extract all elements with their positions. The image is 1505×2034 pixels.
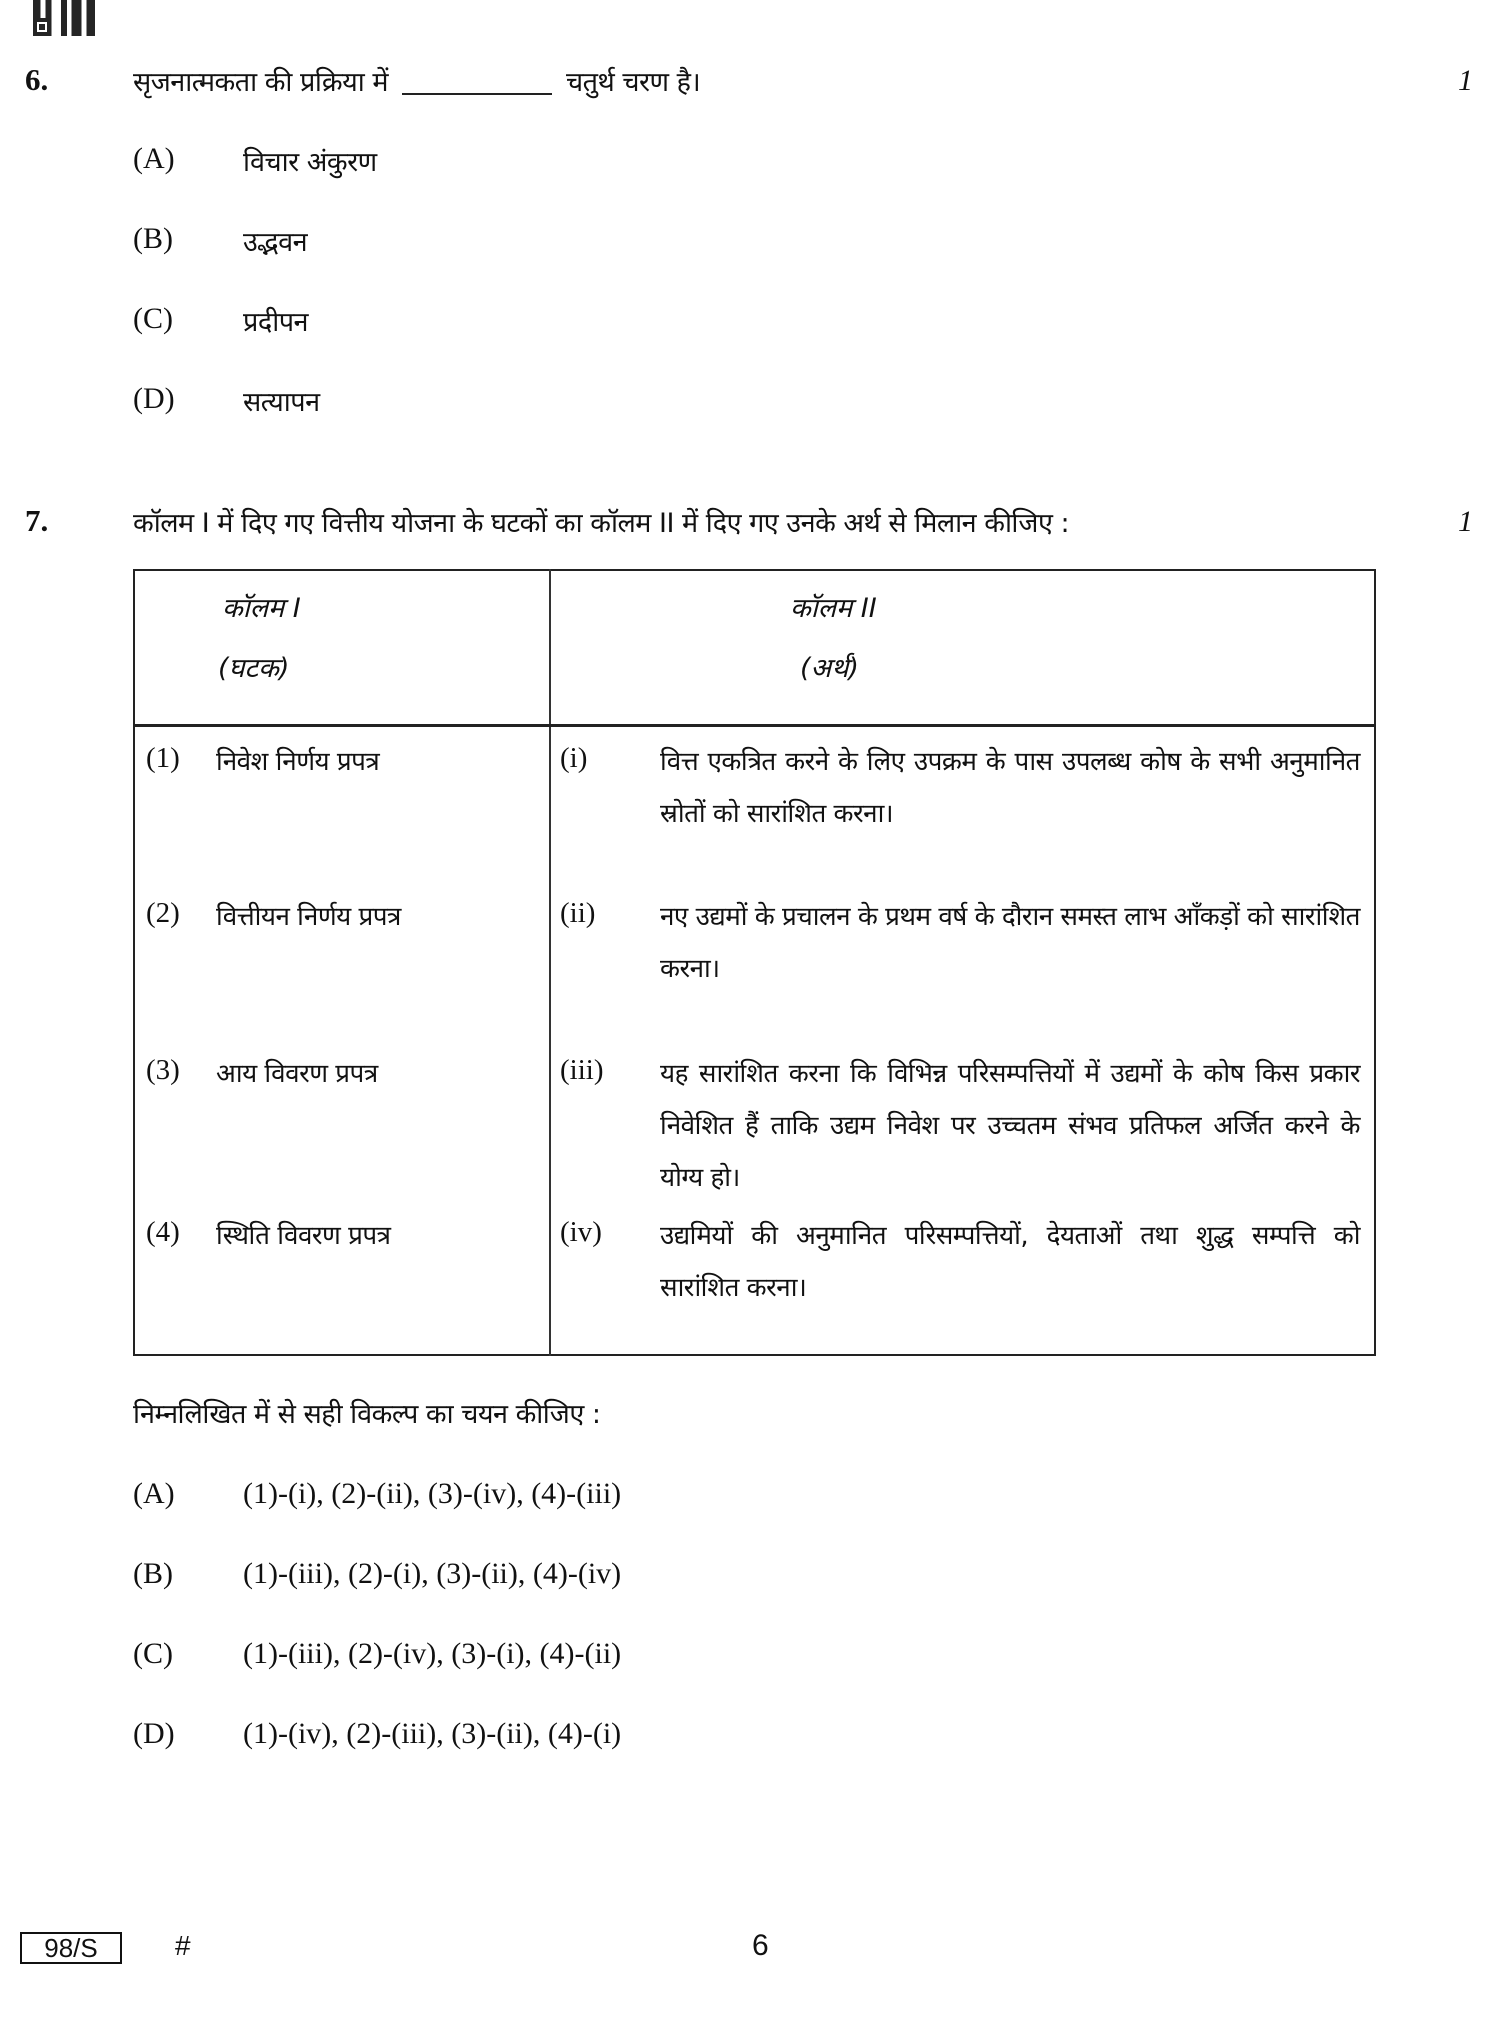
- table-header-divider: [133, 724, 1376, 727]
- option-label: (B): [133, 222, 173, 255]
- question-6-option-b[interactable]: [133, 222, 173, 256]
- question-7-option-b[interactable]: [133, 1557, 173, 1591]
- question-7-marks: 1: [1458, 505, 1473, 538]
- question-7-option-c[interactable]: [133, 1637, 173, 1671]
- question-6-option-c[interactable]: [133, 302, 173, 336]
- row-2-right-text: नए उद्यमों के प्रचालन के प्रथम वर्ष के दौरान समस्त लाभ आँकड़ों को सारांशित करना।: [660, 902, 1360, 984]
- row-2-left-text: वित्तीयन निर्णय प्रपत्र: [216, 902, 401, 932]
- option-label: (C): [133, 302, 173, 335]
- row-2-right-number: (ii): [560, 897, 596, 929]
- question-7-option-d-text: (1)-(iv), (2)-(iii), (3)-(ii), (4)-(i): [243, 1717, 622, 1750]
- row-3-right-number: (iii): [560, 1054, 604, 1086]
- row-1-right-number: (i): [560, 742, 588, 774]
- option-label: (B): [133, 1557, 173, 1590]
- question-6-number: 6.: [25, 62, 49, 97]
- row-4-left-text: स्थिति विवरण प्रपत्र: [216, 1221, 391, 1251]
- question-6-option-b-text: उद्भवन: [243, 227, 308, 258]
- column-1-subheader: (घटक): [218, 653, 290, 684]
- question-7-option-c-text: (1)-(iii), (2)-(iv), (3)-(i), (4)-(ii): [243, 1637, 622, 1670]
- question-7-option-a[interactable]: [133, 1477, 175, 1511]
- row-1-left-text: निवेश निर्णय प्रपत्र: [216, 747, 380, 777]
- column-2-header: कॉलम II: [790, 593, 877, 624]
- question-6-option-a-text: विचार अंकुरण: [243, 147, 377, 178]
- paper-code-box: 98/S: [20, 1932, 122, 1964]
- row-4-right-text: उद्यमियों की अनुमानित परिसम्पत्तियों, देयताओं तथा शुद्ध सम्पत्ति को सारांशित करना।: [660, 1221, 1360, 1303]
- row-4-right-number: (iv): [560, 1216, 602, 1248]
- option-label: (D): [133, 382, 175, 415]
- question-7-instruction: निम्नलिखित में से सही विकल्प का चयन कीजिए :: [133, 1399, 601, 1430]
- row-3-right-text: यह सारांशित करना कि विभिन्न परिसम्पत्तियों में उद्यमों के कोष किस प्रकार निवेशित हैं ताकि उद्यम निवेश पर उच्चतम संभव प्रतिफल अर्जित करने के योग्य हो।: [660, 1059, 1360, 1193]
- row-4-left-number: (4): [146, 1216, 180, 1248]
- option-label: (D): [133, 1717, 175, 1750]
- fill-in-blank: [402, 93, 552, 95]
- question-7-number: 7.: [25, 503, 49, 538]
- row-1-left-number: (1): [146, 742, 180, 774]
- question-6-text-before: सृजनात्मकता की प्रक्रिया में: [133, 67, 388, 98]
- option-label: (C): [133, 1637, 173, 1670]
- question-6-option-a[interactable]: [133, 142, 175, 176]
- question-6-marks: 1: [1458, 64, 1473, 97]
- question-7-option-d[interactable]: [133, 1717, 175, 1751]
- row-2-left-number: (2): [146, 897, 180, 929]
- column-1-header: कॉलम I: [222, 593, 301, 624]
- question-6-text-after: चतुर्थ चरण है।: [565, 67, 701, 98]
- page-number: 6: [752, 1929, 769, 1962]
- question-7-option-b-text: (1)-(iii), (2)-(i), (3)-(ii), (4)-(iv): [243, 1557, 622, 1590]
- row-3-left-text: आय विवरण प्रपत्र: [216, 1059, 378, 1089]
- question-6-option-d[interactable]: [133, 382, 175, 416]
- option-label: (A): [133, 142, 175, 175]
- question-6-option-c-text: प्रदीपन: [243, 307, 309, 338]
- footer-symbol: #: [175, 1930, 191, 1961]
- question-6-text: [133, 62, 700, 99]
- row-1-right-text: वित्त एकत्रित करने के लिए उपक्रम के पास उपलब्ध कोष के सभी अनुमानित स्रोतों को सारांशित करना।: [660, 747, 1360, 829]
- question-6-option-d-text: सत्यापन: [243, 387, 320, 418]
- qr-code-icon: [33, 0, 95, 36]
- option-label: (A): [133, 1477, 175, 1510]
- column-2-subheader: (अर्थ): [800, 653, 859, 684]
- question-7-text: कॉलम I में दिए गए वित्तीय योजना के घटकों का कॉलम II में दिए गए उनके अर्थ से मिलान कीजिए :: [133, 508, 1070, 539]
- question-7-option-a-text: (1)-(i), (2)-(ii), (3)-(iv), (4)-(iii): [243, 1477, 622, 1510]
- row-3-left-number: (3): [146, 1054, 180, 1086]
- table-column-divider: [549, 569, 551, 1356]
